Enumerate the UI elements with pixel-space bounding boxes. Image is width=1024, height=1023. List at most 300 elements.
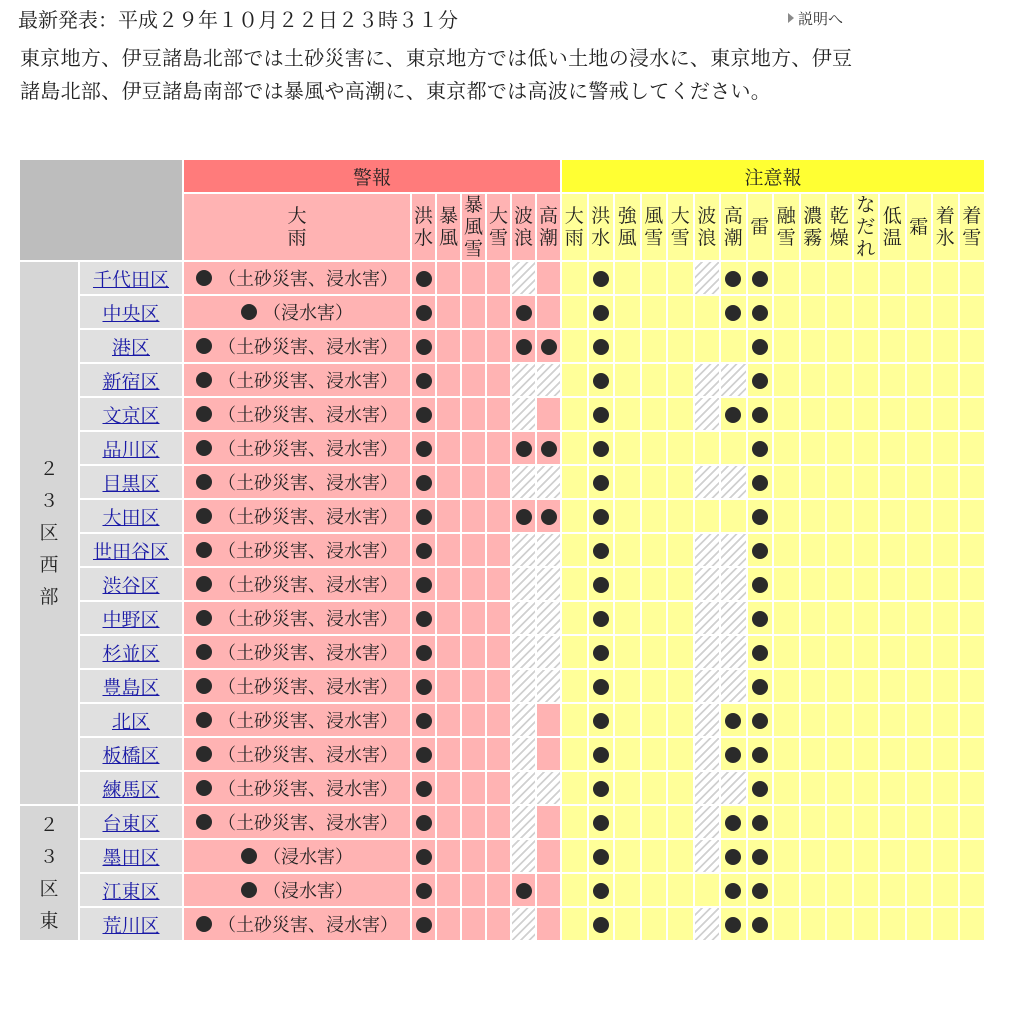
area-link[interactable]: 大田区 [102,506,160,529]
chuihou-cell [614,839,641,873]
table-row [19,533,985,567]
heavy-rain-warning-cell [183,771,411,805]
advisory-dot-icon [725,815,741,831]
chuihou-cell [906,601,933,635]
warning-dot-icon [416,611,432,627]
keihou-cell [411,567,436,601]
keihou-cell [511,261,536,295]
chuihou-cell [667,397,694,431]
chuihou-cell [800,329,827,363]
advisory-dot-icon [752,407,768,423]
chuihou-cell [773,465,800,499]
table-row [19,567,985,601]
help-link[interactable] [788,8,843,29]
chuihou-cell [720,363,747,397]
chuihou-cell [614,295,641,329]
keihou-cell [411,601,436,635]
warning-dot-icon [416,917,432,933]
chuihou-cell [667,533,694,567]
chuihou-cell [614,601,641,635]
area-link[interactable]: 世田谷区 [92,540,169,563]
chuihou-cell [561,737,588,771]
chuihou-cell [561,601,588,635]
chuihou-cell [588,737,615,771]
chuihou-cell [853,805,880,839]
chuihou-cell [561,329,588,363]
warning-dot-icon [196,508,212,524]
keihou-cell [436,907,461,941]
chuihou-cell [906,737,933,771]
keihou-cell [511,873,536,907]
warning-dot-icon [541,441,557,457]
table-row [19,295,985,329]
keihou-cell [486,907,511,941]
chuihou-cell [561,907,588,941]
warning-dot-icon [196,746,212,762]
chuihou-cell [932,329,959,363]
table-row [19,465,985,499]
chuihou-cell [773,771,800,805]
chuihou-cell [720,873,747,907]
chuihou-cell [959,907,986,941]
chuihou-cell [932,397,959,431]
chuihou-cell [614,805,641,839]
chuihou-cell [906,839,933,873]
chuihou-cell [694,533,721,567]
chuihou-cell [588,261,615,295]
chuihou-cell [879,431,906,465]
heavy-rain-warning-detail: （土砂災害、浸水害） [218,473,398,494]
heavy-rain-warning-cell [183,465,411,499]
chuihou-cell [800,771,827,805]
chuihou-cell [906,873,933,907]
warning-table [18,158,986,942]
chuihou-cell [853,771,880,805]
group-header-keihou: 警報 [183,159,561,193]
area-link[interactable]: 渋谷区 [102,574,160,597]
chuihou-cell [800,363,827,397]
chuihou-cell [826,873,853,907]
keihou-cell [436,873,461,907]
chuihou-cell [720,329,747,363]
warning-dot-icon [196,814,212,830]
chuihou-cell [747,703,774,737]
chuihou-cell [641,703,668,737]
chuihou-cell [959,499,986,533]
chuihou-cell [959,261,986,295]
chuihou-cell [561,431,588,465]
chuihou-cell [773,907,800,941]
heavy-rain-warning-cell [183,839,411,873]
area-cell [79,703,183,737]
chuihou-cell [800,839,827,873]
advisory-dot-icon [752,781,768,797]
keihou-cell [436,533,461,567]
keihou-col-0: 大 雨 [183,193,411,261]
keihou-cell [436,329,461,363]
chuihou-cell [747,805,774,839]
warning-dot-icon [416,271,432,287]
keihou-cell [461,397,486,431]
area-link[interactable]: 文京区 [102,404,160,427]
chuihou-col-9: 濃 霧 [800,193,827,261]
advisory-dot-icon [752,849,768,865]
keihou-cell [486,363,511,397]
chuihou-cell [906,397,933,431]
keihou-cell [486,261,511,295]
chuihou-cell [906,635,933,669]
chuihou-cell [614,329,641,363]
keihou-cell [436,839,461,873]
keihou-cell [436,771,461,805]
table-row [19,873,985,907]
area-cell [79,397,183,431]
advisory-dot-icon [752,713,768,729]
chuihou-cell [694,465,721,499]
chuihou-cell [694,839,721,873]
chuihou-cell [853,907,880,941]
chuihou-cell [614,703,641,737]
keihou-cell [461,737,486,771]
keihou-cell [436,363,461,397]
chuihou-cell [720,771,747,805]
chuihou-cell [747,295,774,329]
keihou-cell [436,261,461,295]
keihou-cell [436,737,461,771]
warning-dot-icon [416,781,432,797]
chuihou-cell [588,329,615,363]
chuihou-cell [959,431,986,465]
keihou-col-2: 暴 風 [436,193,461,261]
warning-dot-icon [196,372,212,388]
chuihou-cell [826,329,853,363]
chuihou-cell [853,329,880,363]
chuihou-cell [720,533,747,567]
chuihou-cell [720,635,747,669]
area-link[interactable]: 台東区 [102,812,160,835]
area-link[interactable]: 豊島区 [102,676,160,699]
keihou-cell [486,669,511,703]
chuihou-cell [879,295,906,329]
region-label-0: ２ ３ 区 西 部 [19,261,79,805]
chuihou-cell [747,601,774,635]
chuihou-cell [879,839,906,873]
heavy-rain-warning-detail: （土砂災害、浸水害） [218,779,398,800]
table-row [19,669,985,703]
area-link[interactable]: 品川区 [102,438,160,461]
area-link[interactable]: 荒川区 [102,914,160,937]
chuihou-cell [906,261,933,295]
warning-dot-icon [241,882,257,898]
chuihou-cell [879,805,906,839]
chuihou-cell [826,261,853,295]
area-link[interactable]: 北区 [111,710,150,733]
keihou-col-6: 高 潮 [536,193,561,261]
chuihou-cell [614,261,641,295]
area-link[interactable]: 江東区 [102,880,160,903]
chuihou-cell [773,567,800,601]
keihou-cell [461,601,486,635]
chuihou-cell [614,669,641,703]
chuihou-cell [694,873,721,907]
keihou-cell [411,635,436,669]
chuihou-cell [614,465,641,499]
chuihou-cell [800,397,827,431]
warning-dot-icon [516,509,532,525]
chuihou-col-6: 高 潮 [720,193,747,261]
chuihou-cell [588,533,615,567]
heavy-rain-warning-detail: （土砂災害、浸水害） [218,915,398,936]
chuihou-cell [747,533,774,567]
chuihou-cell [959,329,986,363]
heavy-rain-warning-detail: （浸水害） [263,303,353,324]
heavy-rain-warning-cell [183,873,411,907]
chuihou-cell [561,397,588,431]
chuihou-cell [720,601,747,635]
area-cell [79,261,183,295]
advisory-dot-icon [752,611,768,627]
table-row [19,805,985,839]
chuihou-cell [853,499,880,533]
chuihou-cell [826,295,853,329]
area-link[interactable]: 港区 [111,336,150,359]
area-cell [79,635,183,669]
chuihou-cell [906,295,933,329]
heavy-rain-warning-cell [183,533,411,567]
heavy-rain-warning-cell [183,805,411,839]
chuihou-cell [800,261,827,295]
chuihou-cell [773,635,800,669]
chuihou-cell [959,533,986,567]
warning-dot-icon [196,780,212,796]
chuihou-cell [826,635,853,669]
chuihou-cell [561,873,588,907]
chuihou-cell [694,703,721,737]
chuihou-cell [641,499,668,533]
keihou-cell [536,397,561,431]
chuihou-cell [694,907,721,941]
chuihou-cell [694,329,721,363]
keihou-col-1: 洪 水 [411,193,436,261]
chuihou-cell [561,703,588,737]
heavy-rain-warning-detail: （土砂災害、浸水害） [218,745,398,766]
chuihou-cell [614,499,641,533]
keihou-cell [436,567,461,601]
chuihou-cell [614,907,641,941]
chuihou-cell [694,669,721,703]
area-cell [79,737,183,771]
chuihou-cell [826,737,853,771]
chuihou-cell [959,873,986,907]
warning-dot-icon [416,475,432,491]
table-row [19,363,985,397]
heavy-rain-warning-detail: （土砂災害、浸水害） [218,813,398,834]
chuihou-cell [826,805,853,839]
chuihou-cell [588,771,615,805]
advisory-dot-icon [593,543,609,559]
chuihou-cell [932,261,959,295]
keihou-cell [511,703,536,737]
chuihou-cell [588,465,615,499]
area-link[interactable]: 新宿区 [102,370,160,393]
chuihou-cell [561,533,588,567]
heavy-rain-warning-detail: （土砂災害、浸水害） [218,405,398,426]
advisory-dot-icon [752,441,768,457]
chuihou-cell [906,907,933,941]
heavy-rain-warning-cell [183,363,411,397]
heavy-rain-warning-detail: （土砂災害、浸水害） [218,643,398,664]
warning-dot-icon [196,474,212,490]
chuihou-cell [826,907,853,941]
table-row [19,329,985,363]
chuihou-cell [853,397,880,431]
warning-dot-icon [196,678,212,694]
keihou-cell [536,465,561,499]
keihou-cell [411,363,436,397]
warning-dot-icon [416,679,432,695]
chuihou-cell [720,703,747,737]
keihou-cell [536,499,561,533]
chuihou-cell [773,669,800,703]
keihou-cell [536,635,561,669]
chuihou-cell [800,465,827,499]
chuihou-cell [800,669,827,703]
keihou-cell [536,261,561,295]
warning-dot-icon [196,610,212,626]
keihou-cell [536,329,561,363]
area-link[interactable]: 千代田区 [92,268,169,291]
chuihou-cell [773,703,800,737]
advisory-dot-icon [725,747,741,763]
chuihou-cell [667,363,694,397]
keihou-cell [461,533,486,567]
keihou-cell [511,329,536,363]
keihou-cell [411,839,436,873]
area-link[interactable]: 練馬区 [102,778,160,801]
chuihou-cell [800,907,827,941]
area-cell [79,465,183,499]
advisory-dot-icon [593,373,609,389]
keihou-cell [436,499,461,533]
chuihou-cell [747,907,774,941]
warning-dot-icon [196,440,212,456]
keihou-cell [486,737,511,771]
chuihou-cell [747,873,774,907]
keihou-cell [461,567,486,601]
keihou-cell [461,669,486,703]
area-cell [79,873,183,907]
keihou-cell [411,703,436,737]
chuihou-cell [641,635,668,669]
keihou-cell [536,771,561,805]
advisory-dot-icon [593,305,609,321]
warning-dot-icon [416,577,432,593]
area-link[interactable]: 板橋区 [102,744,160,767]
keihou-col-5: 波 浪 [511,193,536,261]
warning-dot-icon [416,713,432,729]
area-cell [79,533,183,567]
chuihou-cell [667,499,694,533]
warning-dot-icon [516,883,532,899]
chuihou-cell [747,363,774,397]
heavy-rain-warning-detail: （土砂災害、浸水害） [218,439,398,460]
advisory-dot-icon [593,747,609,763]
advisory-dot-icon [725,305,741,321]
area-link[interactable]: 中野区 [102,608,160,631]
chuihou-cell [932,465,959,499]
area-link[interactable]: 墨田区 [102,846,160,869]
chuihou-cell [879,771,906,805]
chuihou-cell [932,295,959,329]
chuihou-cell [588,839,615,873]
chuihou-cell [800,567,827,601]
keihou-cell [436,703,461,737]
heavy-rain-warning-detail: （土砂災害、浸水害） [218,575,398,596]
keihou-cell [511,363,536,397]
keihou-cell [461,363,486,397]
chuihou-cell [747,261,774,295]
keihou-cell [511,839,536,873]
chuihou-cell [773,499,800,533]
group-header-chuihou: 注意報 [561,159,985,193]
chuihou-cell [879,329,906,363]
area-link[interactable]: 中央区 [102,302,160,325]
chuihou-cell [588,635,615,669]
chuihou-cell [667,907,694,941]
chuihou-cell [932,669,959,703]
advisory-dot-icon [752,645,768,661]
heavy-rain-warning-detail: （土砂災害、浸水害） [218,507,398,528]
advisory-dot-icon [752,339,768,355]
table-row [19,431,985,465]
chuihou-cell [959,465,986,499]
area-link[interactable]: 杉並区 [102,642,160,665]
chuihou-cell [906,465,933,499]
chuihou-cell [667,261,694,295]
chuihou-cell [588,431,615,465]
chuihou-cell [906,499,933,533]
advisory-dot-icon [752,883,768,899]
chuihou-cell [959,397,986,431]
table-row [19,499,985,533]
keihou-cell [486,873,511,907]
advisory-dot-icon [752,271,768,287]
warning-dot-icon [416,441,432,457]
chuihou-cell [906,431,933,465]
keihou-cell [486,635,511,669]
chuihou-cell [773,295,800,329]
chuihou-cell [932,499,959,533]
chuihou-col-8: 融 雪 [773,193,800,261]
keihou-cell [486,499,511,533]
chuihou-cell [906,669,933,703]
chuihou-cell [694,295,721,329]
chuihou-cell [773,363,800,397]
chuihou-cell [959,363,986,397]
keihou-cell [411,465,436,499]
area-link[interactable]: 目黒区 [102,472,160,495]
chuihou-cell [853,873,880,907]
chuihou-cell [588,669,615,703]
chuihou-cell [879,363,906,397]
chuihou-cell [641,669,668,703]
heavy-rain-warning-cell [183,431,411,465]
chuihou-cell [614,533,641,567]
keihou-cell [486,329,511,363]
chuihou-cell [906,567,933,601]
chuihou-cell [667,635,694,669]
chuihou-cell [720,295,747,329]
